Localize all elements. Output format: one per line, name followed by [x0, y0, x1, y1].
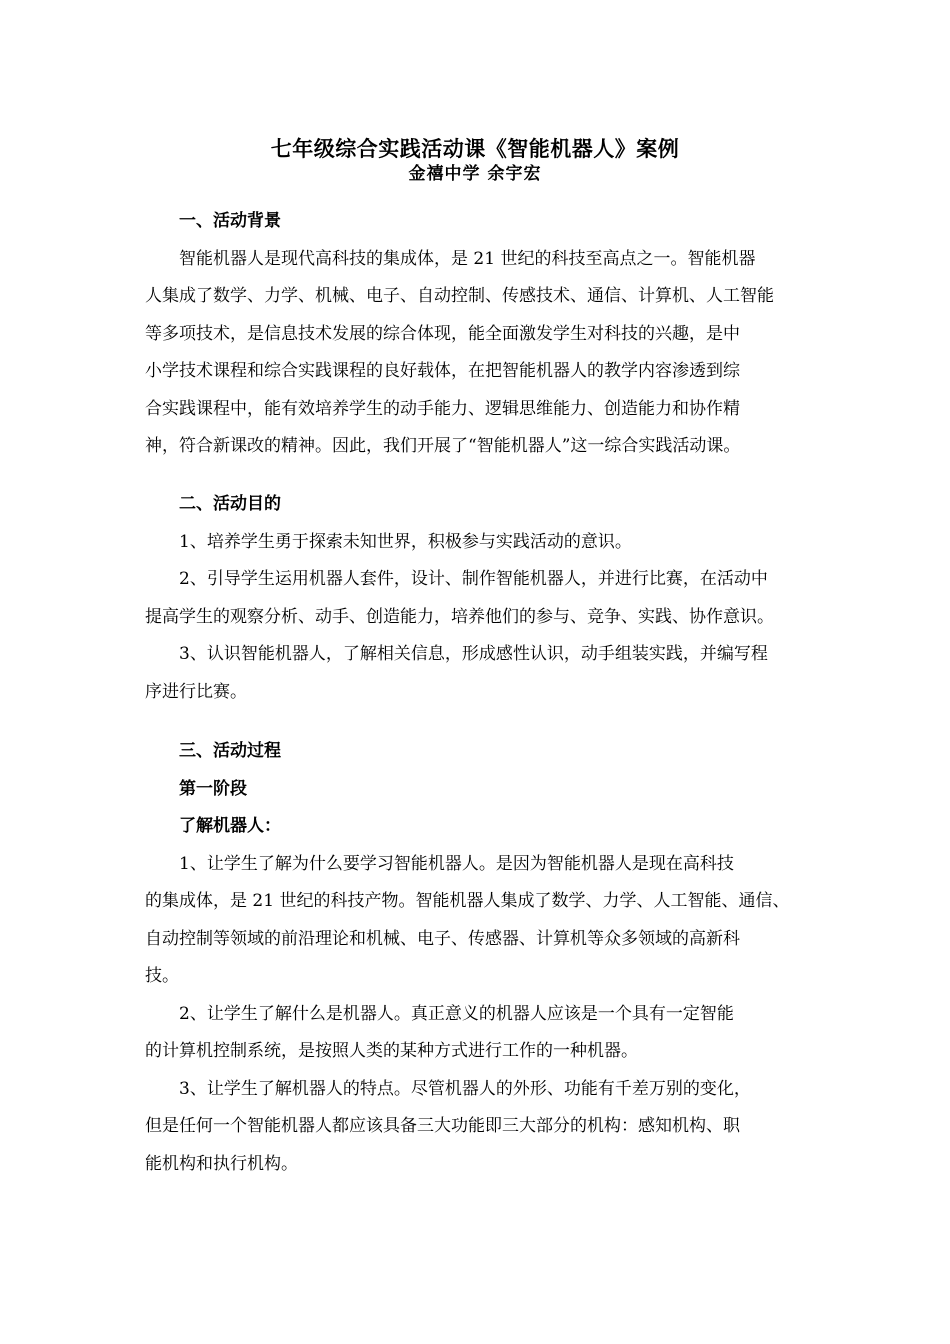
paragraph-line: 合实践课程中，能有效培养学生的动手能力、逻辑思维能力、创造能力和协作精 [145, 398, 740, 419]
list-item [145, 996, 810, 1071]
list-item [145, 846, 810, 996]
section-heading: 三、活动过程 [179, 741, 281, 761]
section-paragraph [145, 241, 810, 466]
document-title: 七年级综合实践活动课《智能机器人》案例 [270, 136, 680, 161]
paragraph-line: 小学技术课程和综合实践课程的良好载体，在把智能机器人的教学内容渗透到综 [145, 361, 740, 381]
stage-heading: 第一阶段 [179, 778, 247, 799]
section-objectives [145, 486, 810, 711]
paragraph-line: 等多项技术，是信息技术发展的综合体现，能全面激发学生对科技的兴趣，是中 [145, 323, 740, 344]
paragraph-line: 的集成体，是 21 世纪的科技产物。智能机器人集成了数学、力学、人工智能、通信、 [145, 891, 790, 911]
paragraph-line: 1、让学生了解为什么要学习智能机器人。是因为智能机器人是现在高科技 [179, 853, 734, 874]
paragraph-line: 1、培养学生勇于探索未知世界，积极参与实践活动的意识。 [179, 531, 632, 552]
list-item [145, 524, 810, 562]
paragraph-line: 神，符合新课改的精神。因此，我们开展了“智能机器人”这一综合实践活动课。 [145, 436, 741, 456]
paragraph-line: 的计算机控制系统，是按照人类的某种方式进行工作的一种机器。 [145, 1041, 638, 1061]
paragraph-line: 能机构和执行机构。 [145, 1153, 298, 1174]
section-background [145, 203, 810, 466]
paragraph-line: 人集成了数学、力学、机械、电子、自动控制、传感技术、通信、计算机、人工智能 [145, 286, 774, 306]
paragraph-line: 序进行比赛。 [145, 681, 247, 702]
list-item [145, 636, 810, 711]
paragraph-line: 2、让学生了解什么是机器人。真正意义的机器人应该是一个具有一定智能 [179, 1003, 734, 1024]
list-item [145, 561, 810, 636]
paragraph-line: 自动控制等领域的前沿理论和机械、电子、传感器、计算机等众多领域的高新科 [145, 928, 740, 949]
document-author: 金禧中学 余宇宏 [408, 164, 542, 184]
subsection-heading: 了解机器人： [179, 816, 281, 836]
paragraph-line: 2、引导学生运用机器人套件，设计、制作智能机器人，并进行比赛，在活动中 [179, 569, 768, 589]
section-process [145, 733, 810, 1183]
paragraph-line: 但是任何一个智能机器人都应该具备三大功能即三大部分的机构：感知机构、职 [145, 1116, 740, 1136]
paragraph-line: 提高学生的观察分析、动手、创造能力，培养他们的参与、竞争、实践、协作意识。 [145, 606, 774, 627]
section-heading: 二、活动目的 [179, 494, 281, 514]
paragraph-line: 技。 [145, 966, 179, 986]
paragraph-line: 智能机器人是现代高科技的集成体，是 21 世纪的科技至高点之一。智能机器 [179, 248, 756, 269]
paragraph-line: 3、认识智能机器人，了解相关信息，形成感性认识，动手组装实践，并编写程 [179, 644, 768, 664]
section-heading: 一、活动背景 [179, 211, 281, 231]
paragraph-line: 3、让学生了解机器人的特点。尽管机器人的外形、功能有千差万别的变化， [179, 1078, 751, 1099]
list-item [145, 1071, 810, 1184]
